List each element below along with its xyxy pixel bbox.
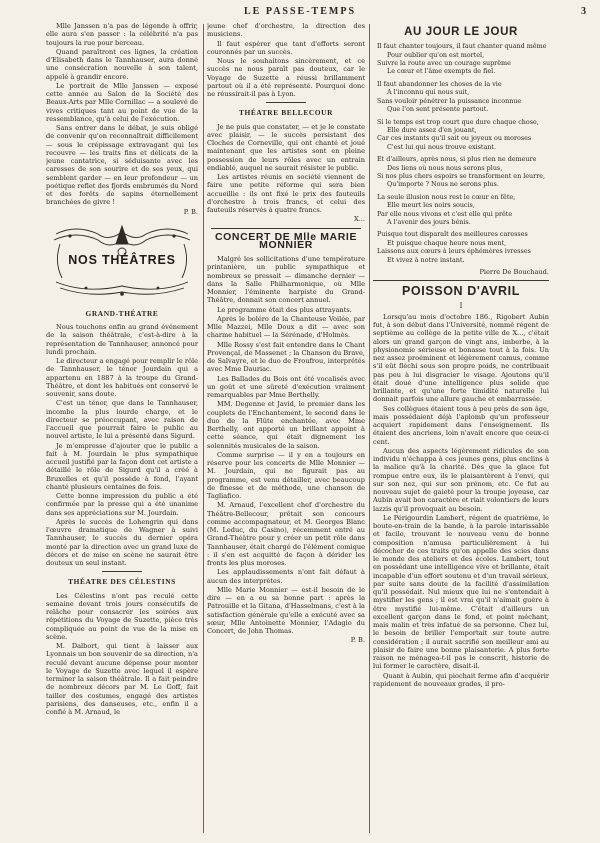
paragraph: Il faut espérer que tant d'efforts seront couronnés par un succès. (207, 39, 365, 56)
paragraph: C'est un ténor, que dans le Tannhauser, incombe la plus lourde charge, et le directeur se préoccupant, avec raison de l'accueil que pourrait faire le public au nouvel artiste, le lui a présenté dans Sigurd. (46, 399, 198, 441)
paragraph: Quand paraîtront ces lignes, la création d'Elisabeth dans le Tannhauser, aura donné une consécration nouvelle à son talent, appelé à grandir encore. (46, 47, 198, 81)
paragraph: Sans entrer dans le débat, je suis obligé de convenir qu'on reconnaîtrait difficilement — sous le crépissage extravagant qui les recouvre — les traits fins et délicats de la jeune cantatrice, si séduisante avec les caresses de son sourire et de ses yeux, qui semblent garder — en leur profondeur — un poétique reflet des fjords embrumés du Nord et des forêts de sapins éternellement branchées de givre ! (46, 124, 198, 207)
chapter-numeral: I (459, 301, 463, 310)
poem-line: Et puisque chaque heure nous ment, (387, 238, 507, 247)
poem-line: Que l'on sent présente partout. (387, 105, 489, 114)
divider (373, 280, 549, 281)
paragraph: Cette bonne impression du public a été confirmée par la presse qui a été unanime dans ses appréciations sur M. Jourdain. (46, 492, 198, 517)
story-title: POISSON D'AVRIL (401, 284, 520, 299)
paragraph: Les Ballades du Bois ont été vocalisés avec un goût et une sûreté d'exécution vraiment remarquables par Mme Berthelly. (207, 374, 365, 399)
poem-line: Si nos plus chers espoirs se transforment en leurre, (377, 171, 546, 180)
poem-stanza (373, 80, 549, 114)
poem-line: Qu'importe ? Nous ne serons plus. (387, 180, 499, 189)
paragraph: Le directeur a engagé pour remplir le rôle de Tannhauser, le ténor Jourdain qui a appartenu en 1887 à la troupe du Grand-Théâtre, et dont les habitués ont conservé le souvenir, sans doute. (46, 357, 198, 398)
paragraph: Lorsqu'au mois d'octobre 186., Rigobert Aubin fut, à son début dans l'Université, nommé régent de septième au collège de la petite ville de X..., c'était alors un grand garçon de vingt ans, imberbe, à la physionomie sérieuse et bonasse tout à la fois. Un nez assez proéminent et légèrement camus, comme s'il eût fléchi sous son propre poids, ne contribuait pas peu à lui disgracier le visage. Ajoutons qu'il était doué d'une intelligence plus solide que brillante, et qu'une forte timidité naturelle lui donnait parfois une allure gauche et embarrassée. (373, 312, 549, 404)
paragraph: M. Dalbort, qui tient à laisser aux Lyonnais un bon souvenir de sa direction, n'a reculé devant aucune dépense pour monter le Voyage de Suzette avec lequel il espère terminer la saison théâtrale. Il a fait peindre de nombreux décors par M. Le Goff, fait tailler des costumes, engagé des artistes parisiens, des danseuses, etc., enfin il a confié à M. Arnaud, le (46, 642, 198, 716)
poem-line: Des liens où nous nous serons plus, (387, 163, 503, 172)
poem-stanza (373, 230, 549, 264)
paragraph: Mlle Janssen n'a pas de légende à offrir, elle aura s'en passer : la célébrité n'a pas toujours la rue pour berceau. (46, 22, 198, 47)
paragraph: Comme surprise — il y en a toujours en réserve pour les concerts de Mlle Monnier — M. Jourdain, qui ne figurait pas au programme, est venu détailler, avec beaucoup de finesse et de méthode, une chanson de Tagliafico. (207, 450, 365, 500)
poem-stanza (373, 155, 549, 189)
paragraph: M. Arnaud, l'excellent chef d'orchestre du Théâtre-Bellecour, prêtait son concours comme accompagnateur, et M. Georges Blanc (M. Leduc, du Casino), récemment entré au Grand-Théâtre pour y créer un petit rôle dans Tannhauser, était chargé de l'élément comique : il s'en est acquitté de façon à dérider les fronts les plus moroses. (207, 501, 365, 567)
paragraph: Après le boléro de la Chanteuse Voilée, par Mlle Mazzei, Mlle Doux a dit — avec son charme habituel — la Sérénade, d'Holmès. (207, 314, 365, 340)
divider (102, 571, 142, 572)
poem-line: Par elle nous vivons et c'est elle qui prête (377, 209, 513, 218)
poem-line: Elle dure assez d'en jouant, (387, 125, 477, 134)
column-1 (46, 22, 198, 835)
page-number: 3 (581, 6, 588, 17)
poem-title: AU JOUR LE JOUR (404, 26, 518, 38)
paragraph: Les Célestins n'ont pas reculé cette semaine devant trois jours consécutifs de relâche pour consacrer les soirées aux répétitions du Voyage de Suzette, pièce très compliquée au point de vue de la mise en scène. (46, 591, 198, 641)
paragraph: jeune chef d'orchestre, la direction des musiciens. (207, 22, 365, 39)
journal-title: LE PASSE-TEMPS (244, 6, 356, 17)
signature: P. B. (350, 636, 365, 645)
poem-line: Sans vouloir pénétrer la puissance inconnue (377, 96, 522, 105)
signature: X... (354, 215, 365, 224)
poem-line: Pour oublier qu'on est mortel, (387, 50, 485, 59)
paragraph: Aucun des aspects légèrement ridicules de son individu n'échappa à ces jeunes gens, plus enclins à la malice qu'à la charité. Dès que la glace fut rompue entre eux, ils le plaisantèrent à l'envi, qui sur son nez, qui sur son prénom, etc. Ce fut au nouveau sujet de gaieté pour la troupe joyeuse, car Aubin avait bon caractère et riait volontiers de leurs lazzis qu'il provoquait au besoin. (373, 446, 549, 513)
poem-line: La seule illusion nous rest le cœur en fête, (377, 192, 516, 201)
poem-stanza (373, 42, 549, 76)
poem-line: Il faut abandonner les choses de la vie (377, 79, 502, 88)
poem-line: Et vivez à notre instant. (387, 255, 465, 264)
paragraph: Je ne puis que constater, — et je le constate avec plaisir, — le succès persistant des Cloches de Corneville, qui ont chanté et joué maintenant que les artistes sont en pleine possession de leurs rôles avec un entrain endiablé, auquel ne saurait résister le public. (207, 122, 365, 172)
paragraph: Mlle Rossy s'est fait entendre dans le Chant Provençal, de Massenet ; la Chanson du Brave, de Salvayre, et le duo de Froufrou, interprétés avec Mme Dauriac. (207, 340, 365, 374)
paragraph: Mlle Marie Monnier — est-il besoin de le dire — en a eu sa bonne part : après la Patrouille et la Gitana, d'Hasselmans, c'est à la satisfaction générale qu'elle a exécuté avec sa sœur, Mlle Antoinette Monnier, l'Adagio du Concert, de John Thomas. (207, 585, 365, 635)
section-heading: THÉATRE DES CÉLESTINS (68, 577, 176, 587)
column-rule-1 (203, 24, 204, 833)
paragraph: Je m'empresse d'ajouter que le public a fait à M. Jourdain le plus sympathique accueil justifié par la façon dont cet artiste a détaillé le rôle de Sigurd qu'il a créé à Bruxelles et qu'il possède à fond, l'ayant chanté plusieurs centaines de fois. (46, 441, 198, 491)
paragraph: Le Périgourdin Lambert, régent de quatrième, le boute-en-train de la bande, à la parole intarissable et facile, trouvant le nouveau venu de bonne composition n'amusa particulièrement à lui décocher de ces traits qu'on appelle des scies dans le monde des ateliers et des écoles. Lambert, tout en possédant une intelligence vive et brillante, était incapable d'un effort soutenu et d'un travail sérieux, par suite sans doute de la facilité d'assimilation qu'il possédait. Nul mieux que lui ne s'entendait à mystifier les gens ; il est vrai qu'il n'aimait guère à être mystifié lui-même. C'était d'ailleurs un excellent garçon dans le fond, et point méchant, mais malin et très infatué de sa personne. Chez lui, le besoin de briller l'emportait sur toute autre considération ; il aurait sacrifié son meilleur ami au plaisir de faire une bonne plaisanterie. A plus forte raison ne ménagea-t-il pas le conscrit, historie de lui former le caractère, disait-il. (373, 513, 549, 671)
poem-line: Elle meurt les noirs soucis, (387, 201, 475, 210)
poem-line: Suivre la route avec un courage suprême (377, 59, 511, 68)
section-heading: THÉATRE BELLECOUR (238, 108, 334, 118)
paragraph: MM. Degenne et Javid, le premier dans les couplets de l'Enchantement, le second dans le duo de la Flûte enchantée, avec Mme Berthelly, ont apporté un brillant appoint à cette séance, qui était dignement les solennités musicales de la saison. (207, 400, 365, 450)
poem-line: Car ces instants qu'il sait ou joyeux ou moroses (377, 134, 532, 143)
poem-line: Il faut chanter toujours, il faut chanter quand même (377, 42, 547, 51)
paragraph: Quant à Aubin, qui piochait ferme afin d'acquérir rapidement de nouveaux grades, il pro- (373, 671, 549, 688)
poem-line: A l'avenir des jours bénis. (387, 217, 471, 226)
paragraph: Les artistes réunis en société viennent de faire une petite réforme qui sera bien accueillie : ils ont fixé le prix des fauteuils d'orchestre à trois francs, et celui des fauteuils réservés à quatre francs. (207, 173, 365, 214)
divider (211, 228, 361, 229)
section-heading: GRAND-THÉATRE (85, 308, 159, 318)
paragraph: Nous le souhaitons sincèrement, et ce succès ne nous paraît pas douteux, car le Voyage de Suzette a réussi brillamment partout où il a été représenté. Pourquoi donc ne réussirait-il pas à Lyon. (207, 57, 365, 98)
poem-line: Et d'ailleurs, après nous, si plus rien ne demeure (377, 155, 537, 164)
column-rule-2 (369, 24, 370, 833)
paragraph: Après le succès de Lohengrin qui dans l'œuvre dramatique de Wagner à suivi Tannhauser, le succès du dernier opéra monté par la direction avec un grand luxe de décors et de mise en scène ne saurait être douteux un seul instant. (46, 517, 198, 567)
poem-signature: Pierre De Bouchaud. (479, 268, 549, 276)
paragraph: Malgré les sollicitations d'une température printanière, un public sympathique et nombreux se pressait — dimanche dernier — dans la Salle Philharmonique, où Mlle Monnier, l'éminente harpiste du Grand-Théâtre, donnait son concert annuel. (207, 255, 365, 305)
poem-line: Si le temps est trop court que dure chaque chose, (377, 117, 539, 126)
paragraph: Le programme était des plus attrayants. (217, 305, 352, 314)
column-3 (373, 22, 549, 835)
column-2 (207, 22, 365, 835)
paragraph: Nous touchons enfin au grand événement de la saison théâtrale, c'est-à-dire à la représentation de Tannhauser, annoncé pour lundi prochain. (46, 323, 198, 356)
paragraph: Le portrait de Mlle Janssen — exposé cette année au Salon de la Société des Beaux-Arts par Mlle Cornillac — a soulevé de vives critiques tant au point de vue de la ressemblance, qu'à celui de l'exécution. (46, 81, 198, 123)
paragraph: Ses collègues étaient tous à peu près de son âge, mais possédaient déjà l'aplomb qu'un professeur acquiert rapidement dans l'enseignement. Ils étaient des ancriens, loin n'avait encore que ceux-ci cent. (373, 404, 549, 446)
banner-title: NOS THÉÂTRES (68, 252, 176, 267)
poem-line: A l'inconnu qui nous suit, (387, 88, 470, 97)
concert-heading: CONCERT DE Mlle MARIE MONNIER (214, 230, 358, 251)
poem (373, 42, 549, 264)
poem-line: Laissons aux cœurs à leurs éphémères ivresses (377, 247, 531, 256)
divider (266, 102, 306, 103)
paragraph: Les applaudissements n'ont fait défaut à aucun des interprètes. (207, 568, 365, 585)
signature: P. B. (183, 207, 198, 216)
poem-line: C'est lui qui nous trouve existant. (387, 142, 497, 151)
theatres-banner (46, 222, 198, 300)
poem-line: Puisque tout disparaît des meilleures caresses (377, 230, 528, 239)
poem-stanza (373, 193, 549, 227)
poem-stanza (373, 118, 549, 152)
poem-line: Le cœur et l'âme exempts de fiel. (387, 67, 496, 76)
